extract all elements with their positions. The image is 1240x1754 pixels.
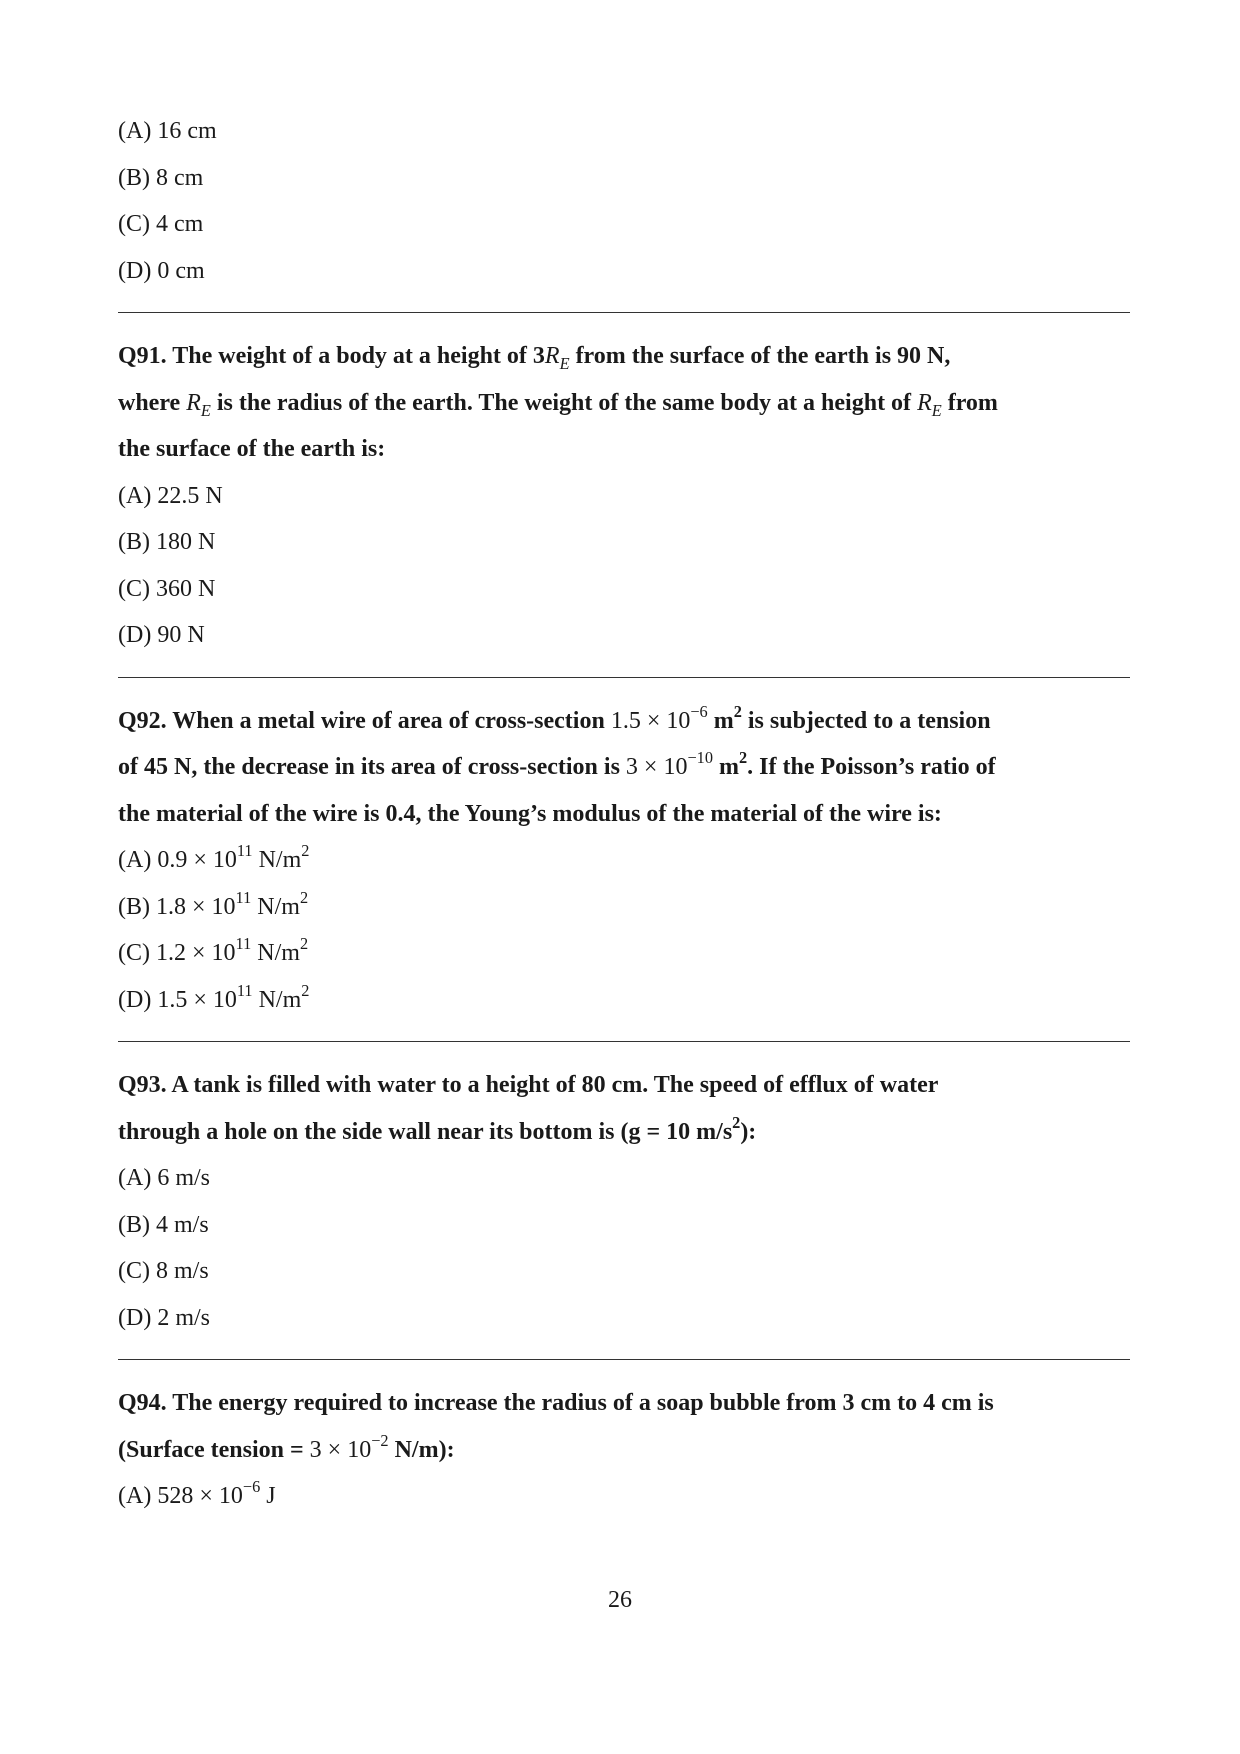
divider — [118, 1041, 1130, 1042]
option-c: (C) $1.2 \times 10^{11}$ $N/m^2$ — [118, 934, 309, 966]
option-b: (B) 4 m/s — [118, 1211, 209, 1238]
option-a: (A) 6 m/s — [118, 1165, 210, 1191]
option-a: (A) $528 \times 10^{-6}$ J — [118, 1477, 276, 1509]
option-d: (D) $1.5 \times 10^{11}$ $N/m^2$ — [118, 980, 310, 1013]
option-d: (D) 2 m/s — [118, 1304, 210, 1331]
option-c: (C) 4 cm — [118, 211, 204, 237]
math-surface-tension: $3 \times 10^{-2}$ — [309, 1430, 389, 1463]
math-re: $R_E$ — [544, 343, 570, 373]
question-stem: Q91. The weight of a body at a height of $3R_E$ from the surface of the earth is 90 N, where $R_E$ is the radius of the earth. The weight of the same body at a height of $R_E$ from the surface of the earth is: — [118, 343, 998, 462]
page-number: 26 — [608, 1587, 632, 1613]
question-stem: Q94. The energy required to increase the radius of a soap bubble from 3 cm to 4 cm is (Surface tension = $3 \times 10^{-2}$ N/m): — [118, 1390, 994, 1463]
option-b: (B) $1.8 \times 10^{11}$ $N/m^2$ — [118, 887, 309, 920]
option-b: (B) 180 N — [118, 529, 216, 555]
question-91 — [118, 333, 1130, 659]
option-b: (B) 8 cm — [118, 164, 204, 191]
math-decrease: $3 \times 10^{-10}$ — [625, 748, 713, 780]
prev-question-options — [118, 108, 1130, 294]
option-c: (C) 360 N — [118, 575, 216, 602]
option-d: (D) 90 N — [118, 622, 205, 648]
divider — [118, 677, 1130, 678]
math-re: $R_E$ — [186, 389, 211, 420]
math-area: $1.5 \times 10^{-6}$ — [610, 701, 708, 734]
divider — [118, 312, 1130, 313]
option-a: (A) 16 cm — [118, 118, 217, 144]
divider — [118, 1359, 1130, 1360]
question-stem: Q93. A tank is filled with water to a height of 80 cm. The speed of efflux of water through a hole on the side wall near its bottom is (g = 10 $m/s^2$): — [118, 1072, 939, 1145]
option-a: (A) 22.5 N — [118, 482, 223, 509]
option-d: (D) 0 cm — [118, 257, 205, 284]
question-94 — [118, 1380, 1130, 1520]
question-stem: Q92. When a metal wire of area of cross-section $1.5 \times 10^{-6}$ $m^2$ is subjected to a tension of 45 N, the decrease in its area of cross-section is $3 \times 10^{-10}$ $m^2$. If the Poisson’s ratio of the material of the wire is 0.4, the Young’s modulus of the material of the wire is: — [118, 701, 996, 827]
question-92 — [118, 698, 1130, 1024]
option-c: (C) 8 m/s — [118, 1258, 209, 1284]
question-93 — [118, 1062, 1130, 1341]
math-re: $R_E$ — [917, 389, 942, 420]
page-content — [118, 108, 1130, 1520]
option-a: (A) $0.9 \times 10^{11}$ $N/m^2$ — [118, 841, 310, 873]
